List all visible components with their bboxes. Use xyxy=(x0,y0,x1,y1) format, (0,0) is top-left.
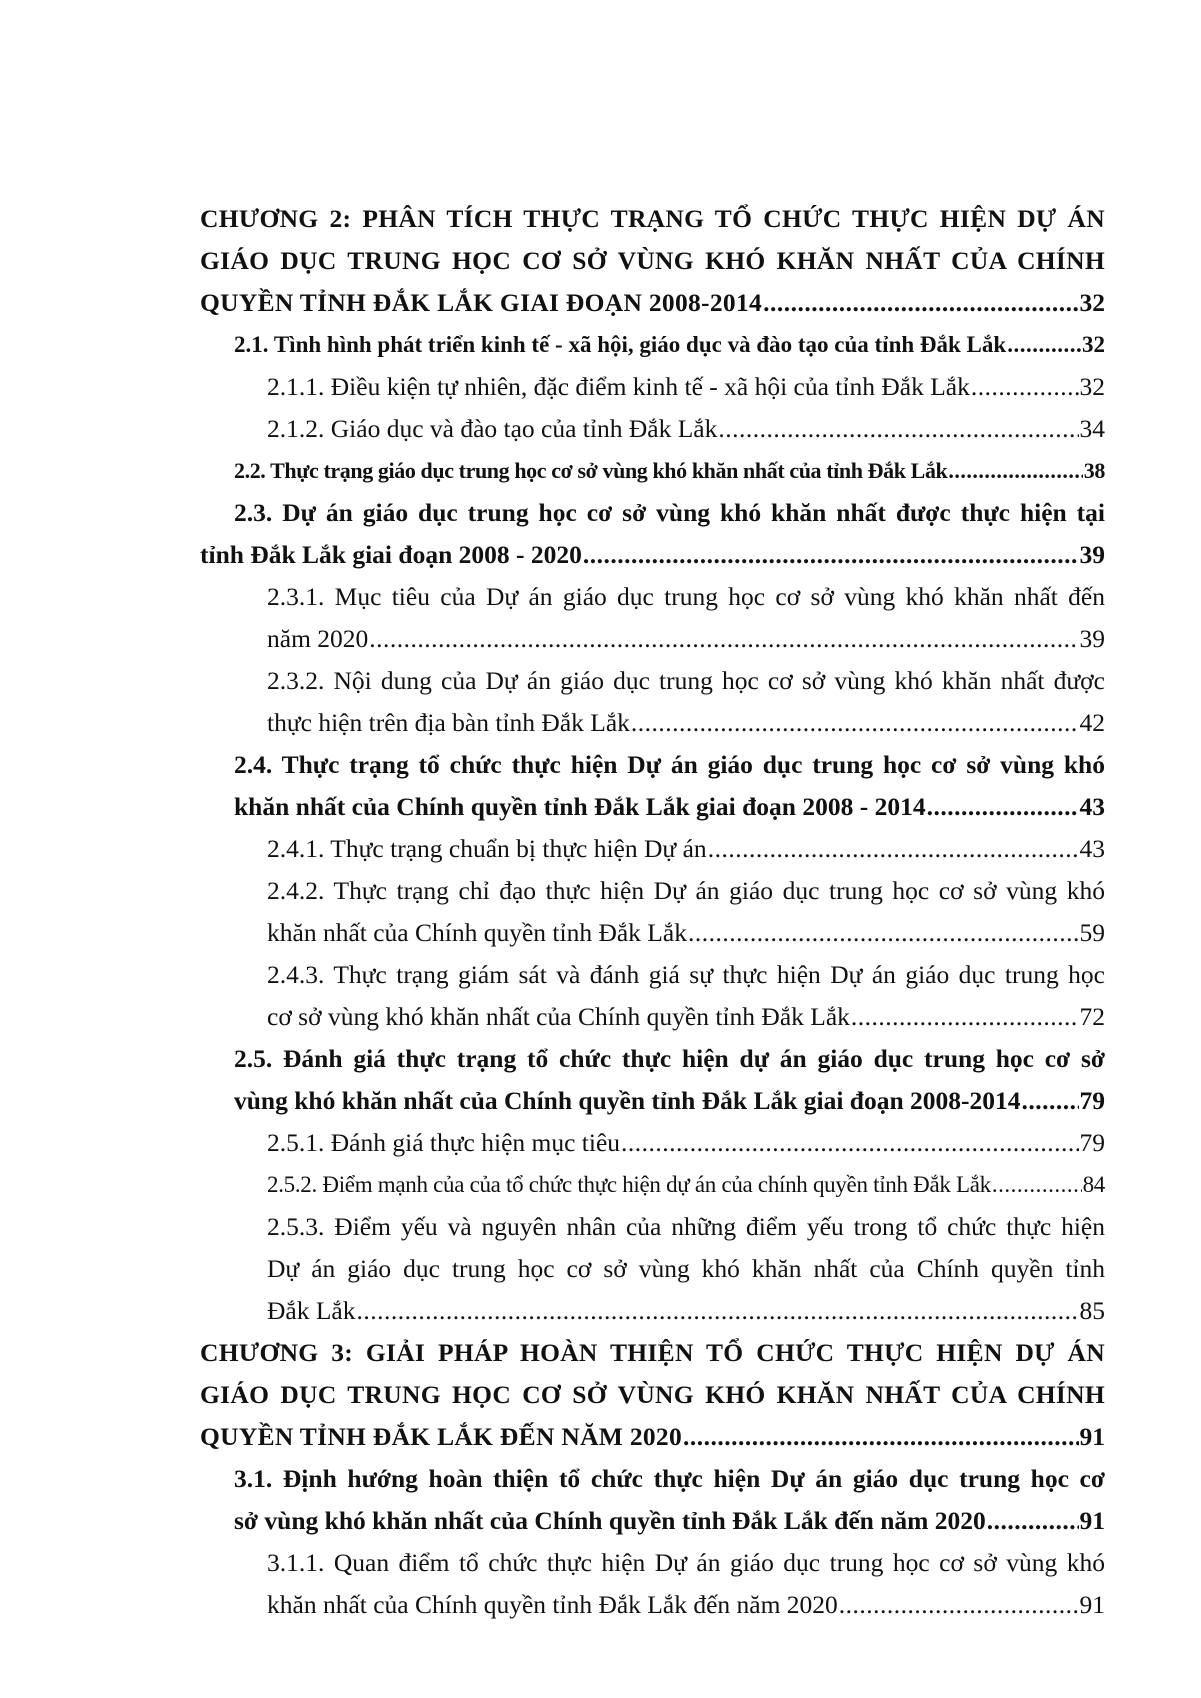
toc-2-3-2-line1: 2.3.2. Nội dung của Dự án giáo dục trung học cơ sở vùng khó khăn nhất được xyxy=(267,666,1105,695)
dot-leader xyxy=(357,1290,1079,1332)
toc-2-5-3-line3: Đắk Lắk xyxy=(267,1296,356,1325)
dot-leader xyxy=(987,1500,1079,1542)
toc-2-4-3-line1: 2.4.3. Thực trạng giám sát và đánh giá sự thực hiện Dự án giáo dục trung học xyxy=(267,960,1105,989)
page-number: 43 xyxy=(1079,792,1105,821)
toc-2-5-3-line2: Dự án giáo dục trung học cơ sở vùng khó khăn nhất của Chính quyền tỉnh xyxy=(267,1254,1105,1283)
toc-2-3-1-line2: năm 2020 xyxy=(267,624,369,653)
toc-entry-2-4-3[interactable] xyxy=(200,996,1105,1038)
toc-2-4-2-line2: khăn nhất của Chính quyền tỉnh Đắk Lắk xyxy=(267,918,687,947)
page-number: 91 xyxy=(1079,1422,1105,1451)
table-of-contents xyxy=(200,198,1105,1626)
toc-2-4-line1: 2.4. Thực trạng tổ chức thực hiện Dự án giáo dục trung học cơ sở vùng khó xyxy=(234,750,1105,779)
toc-entry-2-3-1[interactable] xyxy=(200,618,1105,660)
toc-chapter2-line2: GIÁO DỤC TRUNG HỌC CƠ SỞ VÙNG KHÓ KHĂN NHẤT CỦA CHÍNH xyxy=(200,246,1105,275)
toc-3-1-line2: sở vùng khó khăn nhất của Chính quyền tỉnh Đắk Lắk đến năm 2020 xyxy=(234,1506,986,1535)
toc-2-4-3-line2: cơ sở vùng khó khăn nhất của Chính quyền tỉnh Đắk Lắk xyxy=(267,1002,850,1031)
dot-leader xyxy=(369,618,1078,660)
toc-2-5-line1: 2.5. Đánh giá thực trạng tổ chức thực hiện dự án giáo dục trung học cơ sở xyxy=(234,1044,1105,1073)
toc-2-4-line2: khăn nhất của Chính quyền tỉnh Đắk Lắk giai đoạn 2008 - 2014 xyxy=(234,792,926,821)
toc-3-1-1-line1: 3.1.1. Quan điểm tổ chức thực hiện Dự án giáo dục trung học cơ sở vùng khó xyxy=(267,1548,1105,1577)
toc-chapter2-line3: QUYỀN TỈNH ĐẮK LẮK GIAI ĐOẠN 2008-2014 xyxy=(200,288,763,317)
dot-leader xyxy=(1022,1080,1079,1122)
page-number: 91 xyxy=(1079,1590,1105,1619)
page-number: 72 xyxy=(1079,1002,1105,1031)
toc-entry-2-4-2[interactable] xyxy=(200,912,1105,954)
dot-leader xyxy=(992,1164,1082,1206)
toc-entry-2-5-2[interactable] xyxy=(200,1164,1105,1206)
page-number: 39 xyxy=(1079,624,1105,653)
page-number: 32 xyxy=(1082,332,1105,357)
page-number: 34 xyxy=(1079,414,1105,443)
page-number: 84 xyxy=(1082,1172,1105,1197)
dot-leader xyxy=(763,282,1078,324)
page-number: 39 xyxy=(1079,540,1105,569)
toc-3-1-1-line2: khăn nhất của Chính quyền tỉnh Đắk Lắk đến năm 2020 xyxy=(267,1590,838,1619)
toc-entry-3-1-1[interactable] xyxy=(200,1584,1105,1626)
toc-chapter2-line1: CHƯƠNG 2: PHÂN TÍCH THỰC TRẠNG TỔ CHỨC THỰC HIỆN DỰ ÁN xyxy=(200,204,1105,233)
page-number: 32 xyxy=(1079,288,1105,317)
toc-entry-3-1[interactable] xyxy=(200,1500,1105,1542)
toc-entry-title: 2.1.2. Giáo dục và đào tạo của tỉnh Đắk Lắk xyxy=(267,414,718,443)
toc-entry-2-4-1[interactable] xyxy=(200,828,1105,870)
toc-2-3-1-line1: 2.3.1. Mục tiêu của Dự án giáo dục trung học cơ sở vùng khó khăn nhất đến xyxy=(267,582,1105,611)
dot-leader xyxy=(708,828,1079,870)
toc-entry-chapter3[interactable] xyxy=(200,1416,1105,1458)
toc-entry-2-5-1[interactable] xyxy=(200,1122,1105,1164)
dot-leader xyxy=(583,534,1079,576)
toc-entry-2-1[interactable] xyxy=(200,324,1105,366)
toc-entry-title: 2.1. Tình hình phát triển kinh tế - xã hội, giáo dục và đào tạo của tỉnh Đắk Lắk xyxy=(234,332,1007,357)
page-number: 59 xyxy=(1079,918,1105,947)
dot-leader xyxy=(1007,324,1081,366)
toc-3-1-line1: 3.1. Định hướng hoàn thiện tổ chức thực hiện Dự án giáo dục trung học cơ xyxy=(234,1464,1105,1493)
toc-entry-2-4[interactable] xyxy=(200,786,1105,828)
toc-entry-2-3-2[interactable] xyxy=(200,702,1105,744)
page-number: 42 xyxy=(1079,708,1105,737)
dot-leader xyxy=(683,1416,1078,1458)
toc-entry-title: 2.5.2. Điểm mạnh của của tổ chức thực hiện dự án của chính quyền tỉnh Đắk Lắk xyxy=(267,1172,991,1197)
toc-chapter3-line3: QUYỀN TỈNH ĐẮK LẮK ĐẾN NĂM 2020 xyxy=(200,1422,683,1451)
dot-leader xyxy=(948,450,1082,492)
toc-chapter3-line2: GIÁO DỤC TRUNG HỌC CƠ SỞ VÙNG KHÓ KHĂN NHẤT CỦA CHÍNH xyxy=(200,1380,1105,1409)
toc-2-3-line2: tỉnh Đắk Lắk giai đoạn 2008 - 2020 xyxy=(200,540,582,569)
toc-2-5-3-line1: 2.5.3. Điểm yếu và nguyên nhân của những điểm yếu trong tổ chức thực hiện xyxy=(267,1212,1105,1241)
page-number: 32 xyxy=(1079,372,1105,401)
dot-leader xyxy=(851,996,1079,1038)
toc-entry-2-5[interactable] xyxy=(200,1080,1105,1122)
dot-leader xyxy=(718,408,1078,450)
toc-entry-2-3[interactable] xyxy=(200,534,1105,576)
toc-2-4-2-line1: 2.4.2. Thực trạng chỉ đạo thực hiện Dự án giáo dục trung học cơ sở vùng khó xyxy=(267,876,1105,905)
toc-entry-title: 2.1.1. Điều kiện tự nhiên, đặc điểm kinh tế - xã hội của tỉnh Đắk Lắk xyxy=(267,372,970,401)
toc-entry-2-1-1[interactable] xyxy=(200,366,1105,408)
page-number: 91 xyxy=(1079,1506,1105,1535)
toc-chapter3-line1: CHƯƠNG 3: GIẢI PHÁP HOÀN THIỆN TỔ CHỨC THỰC HIỆN DỰ ÁN xyxy=(200,1338,1105,1367)
toc-entry-2-2[interactable] xyxy=(200,450,1105,492)
page-number: 85 xyxy=(1079,1296,1105,1325)
dot-leader xyxy=(839,1584,1079,1626)
toc-entry-2-5-3[interactable] xyxy=(200,1290,1105,1332)
toc-2-3-line1: 2.3. Dự án giáo dục trung học cơ sở vùng khó khăn nhất được thực hiện tại xyxy=(234,498,1105,527)
dot-leader xyxy=(927,786,1079,828)
toc-entry-title: 2.5.1. Đánh giá thực hiện mục tiêu xyxy=(267,1128,621,1157)
page-number: 43 xyxy=(1079,834,1105,863)
toc-2-3-2-line2: thực hiện trên địa bàn tỉnh Đắk Lắk xyxy=(267,708,630,737)
dot-leader xyxy=(971,366,1079,408)
toc-entry-title: 2.4.1. Thực trạng chuẩn bị thực hiện Dự án xyxy=(267,834,707,863)
dot-leader xyxy=(631,702,1079,744)
toc-entry-2-1-2[interactable] xyxy=(200,408,1105,450)
dot-leader xyxy=(688,912,1079,954)
toc-2-5-line2: vùng khó khăn nhất của Chính quyền tỉnh Đắk Lắk giai đoạn 2008-2014 xyxy=(234,1086,1021,1115)
toc-entry-title: 2.2. Thực trạng giáo dục trung học cơ sở vùng khó khăn nhất của tỉnh Đắk Lắk xyxy=(234,458,948,483)
page-number: 38 xyxy=(1083,458,1105,483)
toc-entry-chapter2[interactable] xyxy=(200,282,1105,324)
page-number: 79 xyxy=(1079,1128,1105,1157)
dot-leader xyxy=(621,1122,1078,1164)
page-number: 79 xyxy=(1079,1086,1105,1115)
